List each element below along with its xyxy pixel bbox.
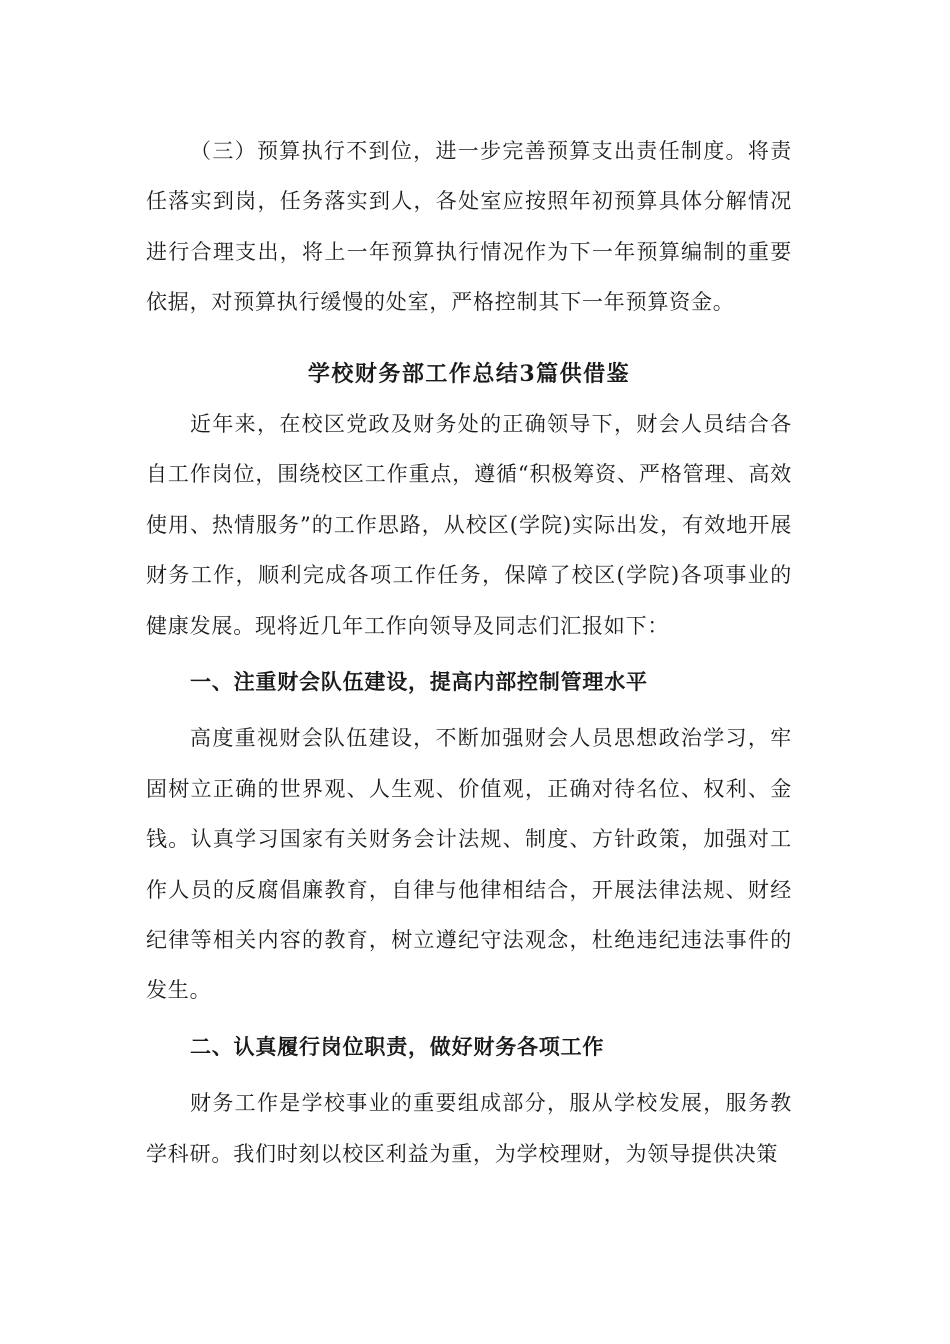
- paragraph-budget-execution: （三）预算执行不到位，进一步完善预算支出责任制度。将责任落实到岗，任务落实到人，各处室应按照年初预算具体分解情况进行合理支出，将上一年预算执行情况作为下一年预算编制的重要依据，对预算执行缓慢的处室，严格控制其下一年预算资金。: [146, 139, 792, 315]
- paragraph-team-building: 高度重视财会队伍建设，不断加强财会人员思想政治学习，牢固树立正确的世界观、人生观、价值观，正确对待名位、权利、金钱。认真学习国家有关财务会计法规、制度、方针政策，加强对工作人员的反腐倡廉教育，自律与他律相结合，开展法律法规、财经纪律等相关内容的教育，树立遵纪守法观念，杜绝违纪违法事件的发生。: [146, 726, 792, 1003]
- paragraph-duties: 财务工作是学校事业的重要组成部分，服从学校发展，服务教学科研。我们时刻以校区利益为重，为学校理财，为领导提供决策: [146, 1091, 792, 1166]
- section-heading-duties: 二、认真履行岗位职责，做好财务各项工作: [190, 1033, 605, 1059]
- section-heading-team-building: 一、注重财会队伍建设，提高内部控制管理水平: [190, 669, 648, 695]
- document-title: 学校财务部工作总结3篇供借鉴: [307, 360, 631, 387]
- document-page: [146, 126, 792, 1179]
- paragraph-introduction: 近年来，在校区党政及财务处的正确领导下，财会人员结合各自工作岗位，围绕校区工作重点，遵循“积极筹资、严格管理、高效使用、热情服务”的工作思路，从校区(学院)实际出发，有效地开展财务工作，顺利完成各项工作任务，保障了校区(学院)各项事业的健康发展。现将近几年工作向领导及同志们汇报如下：: [146, 412, 792, 638]
